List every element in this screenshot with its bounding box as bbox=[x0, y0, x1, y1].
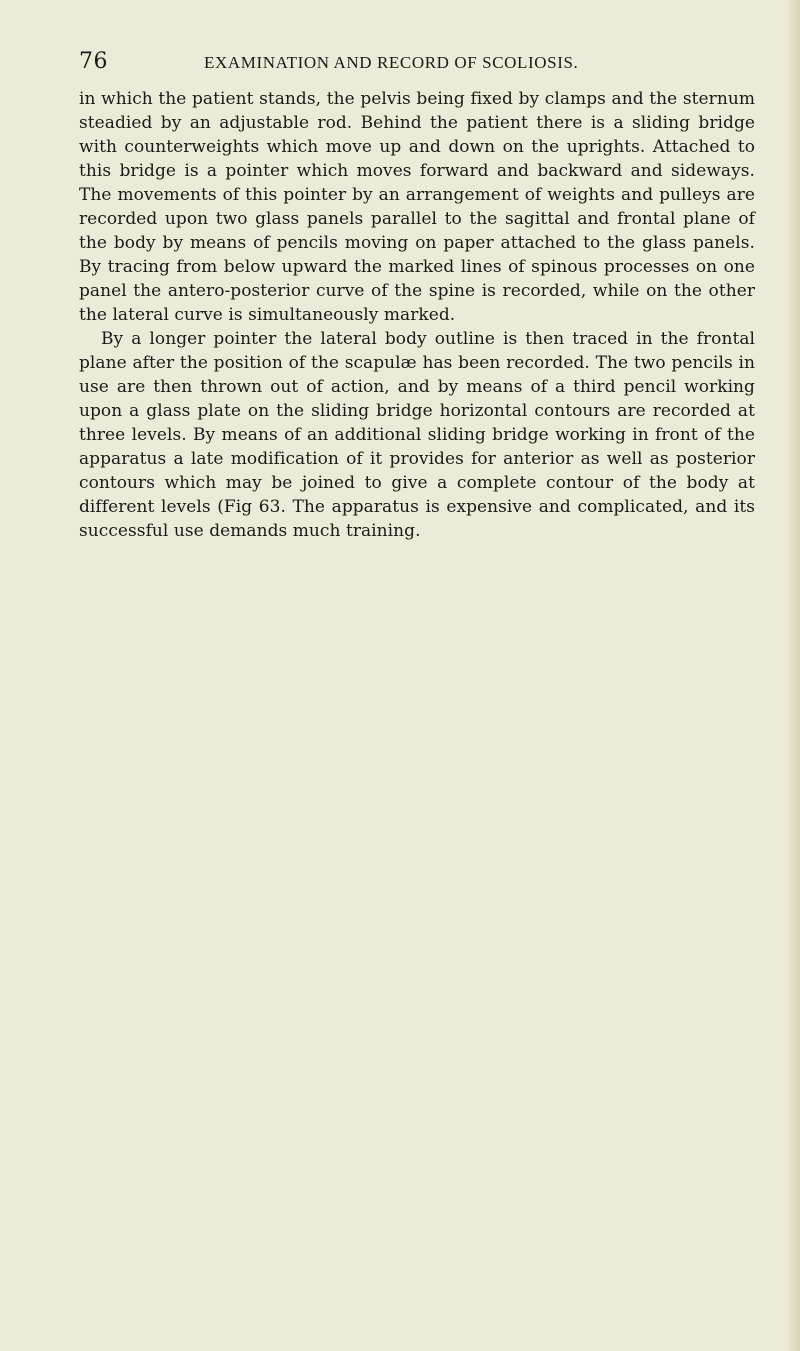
running-title: EXAMINATION AND RECORD OF SCOLIOSIS. bbox=[204, 53, 579, 72]
page-edge bbox=[786, 0, 800, 1351]
body-text bbox=[79, 87, 755, 543]
paragraph-1: in which the patient stands, the pelvis being fixed by clamps and the sternum steadied by an adjustable rod. Behind the patient there is a sliding bridge with counterweights which move up and down on the uprights. Attached to this bridge is a pointer which moves forward and backward and sideways. The movements of this pointer by an arrangement of weights and pulleys are recorded upon two glass panels parallel to the sagittal and frontal plane of the body by means of pencils moving on paper attached to the glass panels. By tracing from below upward the marked lines of spinous processes on one panel the antero-posterior curve of the spine is recorded, while on the other the lateral curve is simultaneously marked. bbox=[79, 89, 755, 325]
page-number: 76 bbox=[79, 49, 108, 74]
running-head bbox=[79, 48, 759, 76]
paragraph-2: By a longer pointer the lateral body outline is then traced in the frontal plane after the position of the scapulæ has been recorded. The two pencils in use are then thrown out of action, and by means of a third pencil working upon a glass plate on the sliding bridge horizontal contours are recorded at three levels. By means of an additional sliding bridge working in front of the apparatus a late modification of it provides for anterior as well as posterior contours which may be joined to give a complete contour of the body at different levels (Fig 63. The apparatus is expensive and complicated, and its successful use demands much training. bbox=[79, 329, 755, 541]
